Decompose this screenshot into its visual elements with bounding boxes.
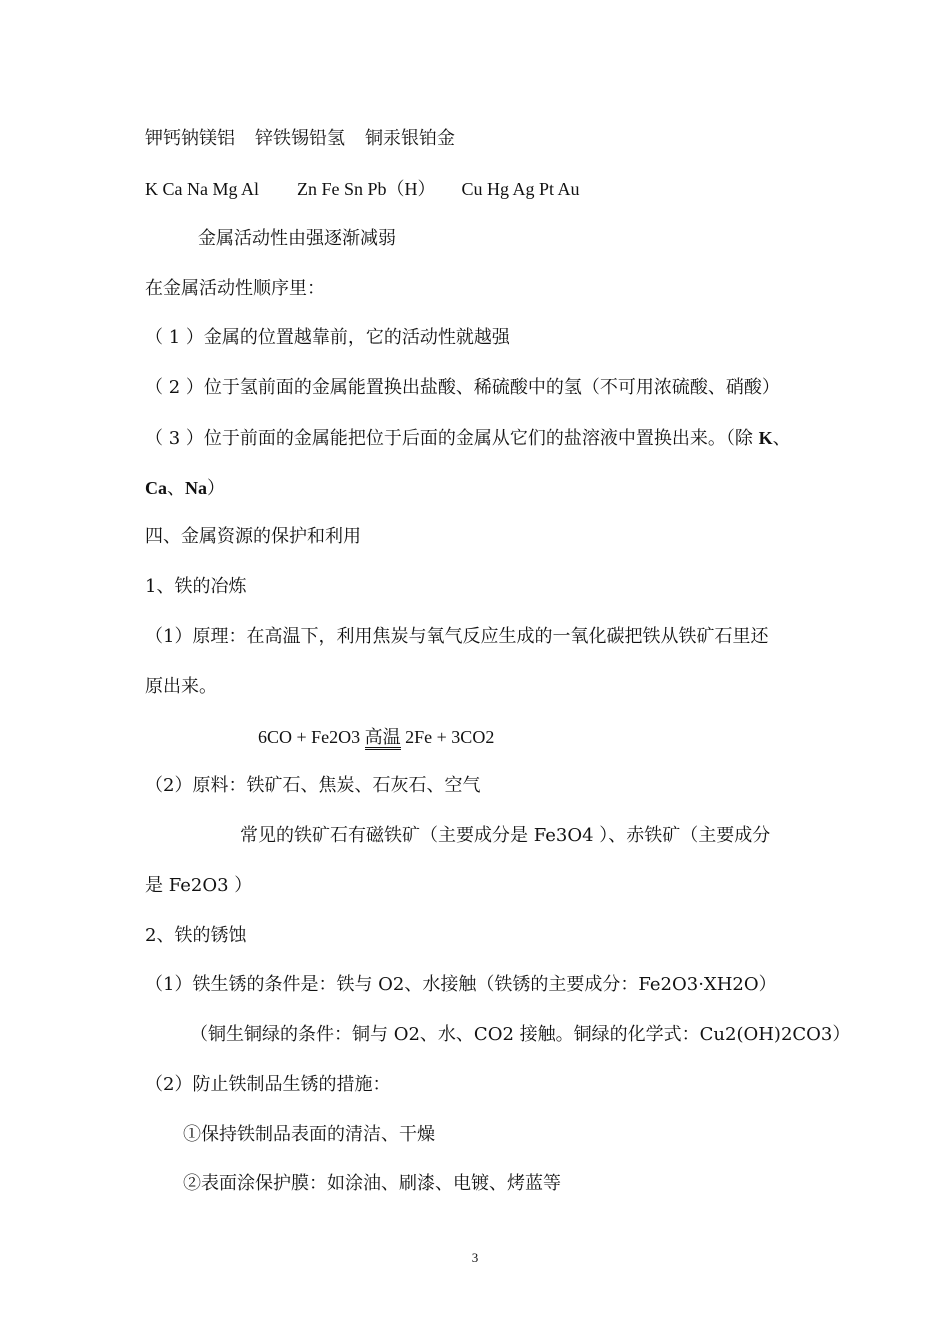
activity-series-symbols	[145, 177, 580, 201]
rule-item-3-sep2: 、	[167, 478, 185, 499]
prevention-title: （2）防止铁制品生锈的措施：	[145, 1074, 391, 1095]
smelting-equation	[258, 725, 494, 749]
page-number: 3	[471, 1250, 479, 1265]
series-group-2: 锌铁锡铅氢	[255, 128, 345, 149]
principle-line-1: （1）原理：在高温下，利用焦炭与氧气反应生成的一氧化碳把铁从铁矿石里还	[145, 626, 769, 647]
activity-trend: 金属活动性由强逐渐减弱	[198, 228, 396, 249]
symbols-group-2: Zn Fe Sn Pb（H）	[297, 179, 436, 199]
equation-condition: 高温	[365, 727, 401, 750]
rule-item-3-close: ）	[207, 478, 225, 499]
series-group-1: 钾钙钠镁铝	[145, 128, 235, 149]
rule-item-3-continued	[145, 476, 225, 501]
rule-item-3-sep: 、	[772, 428, 791, 449]
rust-condition: （1）铁生锈的条件是：铁与 O2、水接触（铁锈的主要成分：Fe2O3·XH2O）	[145, 974, 777, 995]
subsection-2-title: 2、铁的锈蚀	[145, 925, 247, 946]
prevention-measure-2: ②表面涂保护膜：如涂油、刷漆、电镀、烤蓝等	[183, 1173, 561, 1194]
materials-line: （2）原料：铁矿石、焦炭、石灰石、空气	[145, 775, 481, 796]
section-4-title: 四、金属资源的保护和利用	[145, 526, 361, 547]
rule-item-3-na: Na	[185, 478, 207, 498]
subsection-1-title: 1、铁的冶炼	[145, 576, 247, 597]
rule-item-3-k: K	[758, 428, 773, 448]
equation-products: 2Fe + 3CO2	[400, 727, 495, 747]
symbols-group-3: Cu Hg Ag Pt Au	[461, 179, 580, 199]
rule-item-2: （ 2 ）位于氢前面的金属能置换出盐酸、稀硫酸中的氢（不可用浓硫酸、硝酸）	[145, 377, 780, 398]
equation-reactants: 6CO + Fe2O3	[258, 727, 365, 747]
rules-intro: 在金属活动性顺序里：	[145, 278, 325, 299]
rule-item-3	[145, 426, 791, 451]
copper-condition: （铜生铜绿的条件：铜与 O2、水、CO2 接触。铜绿的化学式：Cu2(OH)2CO3）	[190, 1024, 851, 1045]
prevention-measure-1: ①保持铁制品表面的清洁、干燥	[183, 1124, 435, 1145]
rule-item-3-text: （ 3 ）位于前面的金属能把位于后面的金属从它们的盐溶液中置换出来。（除	[145, 428, 759, 449]
series-group-3: 铜汞银铂金	[365, 128, 455, 149]
rule-item-3-ca: Ca	[145, 478, 167, 498]
ores-line-1: 常见的铁矿石有磁铁矿（主要成分是 Fe3O4 ）、赤铁矿（主要成分	[240, 825, 771, 846]
symbols-group-1: K Ca Na Mg Al	[145, 179, 259, 199]
activity-series-chinese	[145, 127, 455, 151]
rule-item-1: （ 1 ）金属的位置越靠前，它的活动性就越强	[145, 327, 510, 348]
ores-line-2: 是 Fe2O3 ）	[145, 875, 253, 896]
principle-line-2: 原出来。	[145, 676, 217, 697]
